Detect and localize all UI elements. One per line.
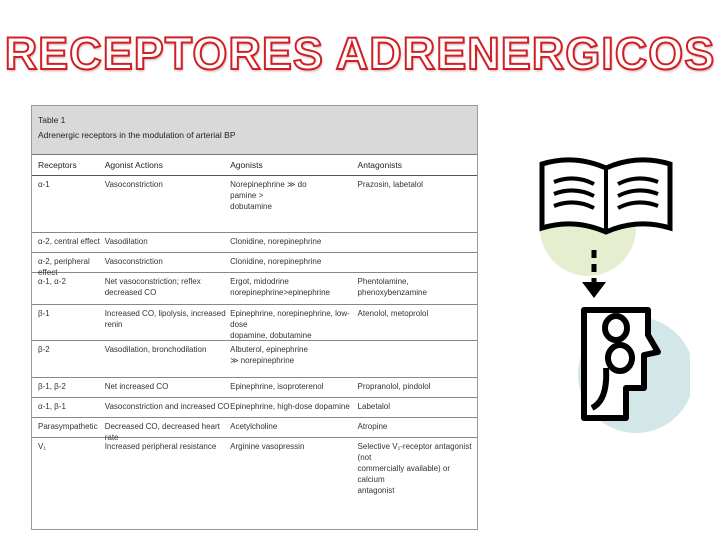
table-row xyxy=(32,418,477,442)
antagonists-cell: Propranolol, pindolol xyxy=(357,382,431,391)
header-receptors: Receptors xyxy=(38,160,77,170)
action-cell: Vasodilation, bronchodilation xyxy=(104,345,207,354)
book-and-head-clipart xyxy=(536,150,690,440)
agonists-cell: Acetylcholine xyxy=(230,422,278,431)
receptor-cell: α-1, α-2 xyxy=(38,277,66,286)
slide-title: RECEPTORES ADRENERGICOS xyxy=(4,28,716,79)
header-antagonists: Antagonists xyxy=(357,160,402,170)
action-cell: Vasoconstriction xyxy=(104,257,163,266)
adrenergic-receptors-table xyxy=(31,105,478,530)
antagonists-cell xyxy=(358,256,477,272)
table-row xyxy=(32,398,477,418)
antagonists-cell: Selective V₁-receptor antagonist (not commercially available) or calcium antagonist xyxy=(357,442,472,495)
agonists-cell: Arginine vasopressin xyxy=(230,442,305,451)
table-header-row xyxy=(32,155,477,176)
action-cell: Net vasoconstriction; reflex decreased CO xyxy=(104,277,201,297)
receptor-cell: β-1, β-2 xyxy=(38,382,66,391)
action-cell: Vasoconstriction xyxy=(104,180,163,189)
antagonists-cell xyxy=(358,236,477,252)
receptor-cell: V₁ xyxy=(38,442,47,451)
antagonists-cell: Labetalol xyxy=(357,402,391,411)
agonists-cell: Clonidine, norepinephrine xyxy=(230,237,322,246)
table-caption-block xyxy=(32,106,477,155)
table-label: Table 1 xyxy=(38,115,66,125)
antagonists-cell: Prazosin, labetalol xyxy=(357,180,423,189)
agonists-cell: Epinephrine, isoproterenol xyxy=(230,382,324,391)
table-row xyxy=(32,253,477,277)
receptor-cell: Parasympathetic xyxy=(38,422,98,431)
antagonists-cell: Atropine xyxy=(357,422,388,431)
table-row xyxy=(32,233,477,253)
action-cell: Net increased CO xyxy=(104,382,169,391)
table-row xyxy=(32,176,477,233)
agonists-cell: Clonidine, norepinephrine xyxy=(230,257,322,266)
table-row xyxy=(32,273,477,305)
action-cell: Vasodilation xyxy=(104,237,148,246)
table-row xyxy=(32,305,477,341)
header-agonists: Agonists xyxy=(230,160,263,170)
receptor-cell: β-2 xyxy=(38,345,50,354)
receptor-cell: α-2, central effect xyxy=(38,237,100,246)
agonists-cell: Epinephrine, norepinephrine, low-dose dopamine, dobutamine xyxy=(230,309,350,340)
receptor-cell: α-1, β-1 xyxy=(38,402,66,411)
agonists-cell: Ergot, midodrine norepinephrine>epinephrine xyxy=(230,277,330,297)
antagonists-cell: Phentolamine, phenoxybenzamine xyxy=(357,277,427,297)
action-cell: Vasoconstriction and increased CO xyxy=(104,402,230,411)
table-caption: Adrenergic receptors in the modulation of arterial BP xyxy=(38,130,236,140)
receptor-cell: α-2, peripheral effect xyxy=(38,257,90,277)
agonists-cell: Albuterol, epinephrine ≫ norepinephrine xyxy=(230,345,308,365)
agonists-cell: Norepinephrine ≫ do pamine > dobutamine xyxy=(230,180,307,211)
table-row xyxy=(32,438,477,495)
action-cell: Increased CO, lipolysis, increased renin xyxy=(104,309,226,329)
action-cell: Decreased CO, decreased heart rate xyxy=(104,422,220,442)
antagonists-cell xyxy=(358,344,477,377)
antagonists-cell: Atenolol, metoprolol xyxy=(357,309,429,318)
receptor-cell: α-1 xyxy=(38,180,50,189)
agonists-cell: Epinephrine, high-dose dopamine xyxy=(230,402,350,411)
receptor-cell: β-1 xyxy=(38,309,50,318)
header-agonist-actions: Agonist Actions xyxy=(104,160,163,170)
open-book-icon xyxy=(542,160,670,232)
table-row xyxy=(32,378,477,398)
action-cell: Increased peripheral resistance xyxy=(104,442,217,451)
table-row xyxy=(32,341,477,378)
